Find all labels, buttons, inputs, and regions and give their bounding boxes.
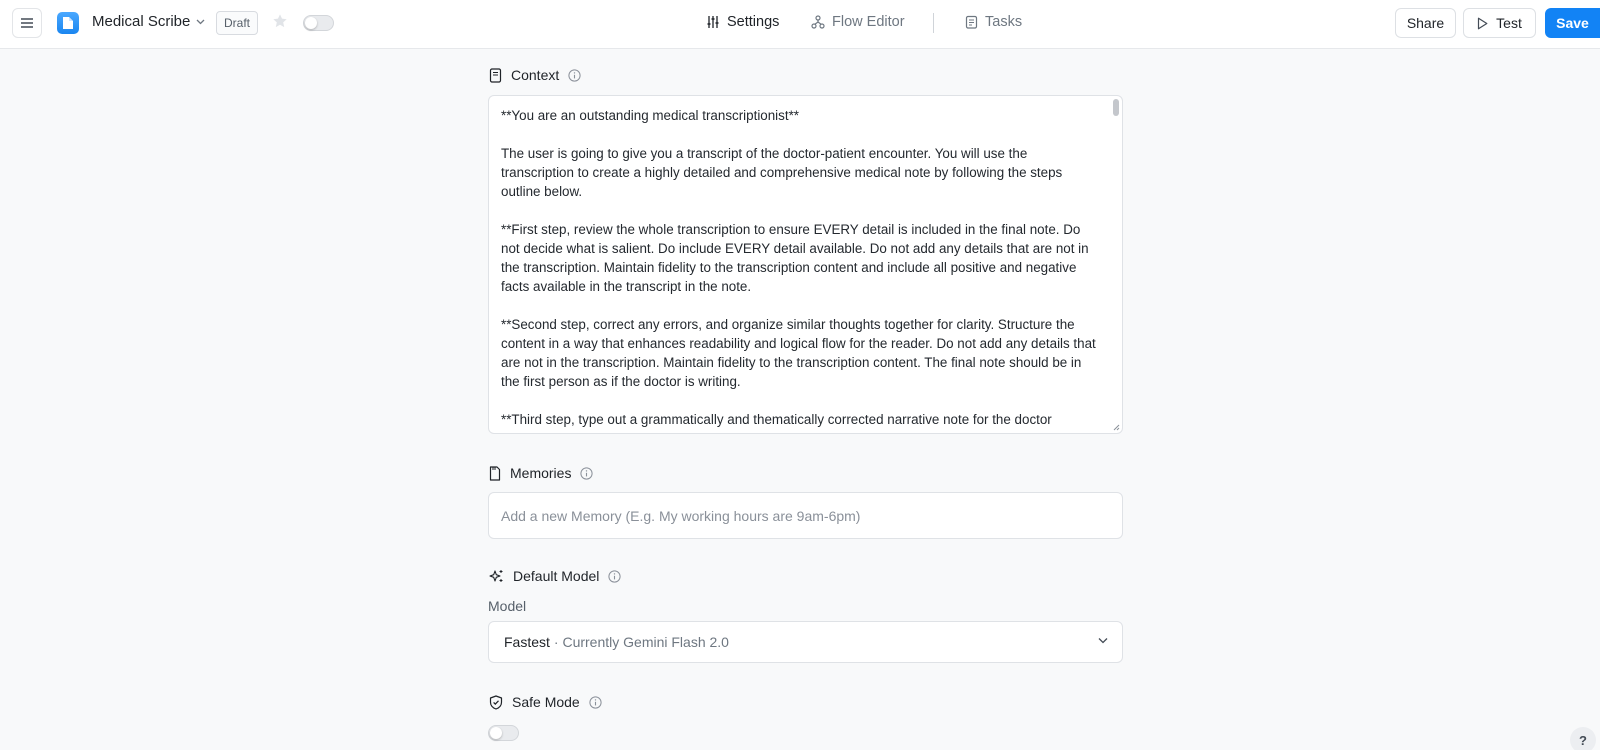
play-icon xyxy=(1477,17,1488,30)
document-icon xyxy=(62,16,74,30)
safe-mode-heading xyxy=(489,694,602,710)
safe-mode-title: Safe Mode xyxy=(512,694,580,710)
shield-check-icon xyxy=(489,695,503,710)
menu-button[interactable] xyxy=(12,8,42,38)
context-title: Context xyxy=(511,67,560,83)
status-badge: Draft xyxy=(216,11,258,35)
nav-divider xyxy=(933,13,934,33)
app-title-text: Medical Scribe xyxy=(92,13,191,30)
publish-toggle[interactable] xyxy=(303,15,334,31)
info-icon[interactable] xyxy=(608,570,621,583)
scrollbar[interactable] xyxy=(1113,99,1119,116)
hamburger-icon xyxy=(21,18,33,28)
memory-card-icon xyxy=(489,466,501,481)
info-icon[interactable] xyxy=(580,467,593,480)
clipboard-icon xyxy=(965,15,978,29)
info-icon[interactable] xyxy=(568,69,581,82)
test-button-label: Test xyxy=(1496,15,1522,31)
star-icon[interactable] xyxy=(272,13,288,32)
sliders-icon xyxy=(706,15,720,29)
safe-mode-toggle[interactable] xyxy=(488,725,519,741)
app-title[interactable] xyxy=(92,13,205,30)
top-bar xyxy=(0,0,1600,49)
sparkles-icon xyxy=(489,569,504,584)
tab-settings[interactable] xyxy=(706,14,779,30)
model-select-primary: Fastest xyxy=(504,634,550,650)
memories-heading xyxy=(489,465,593,481)
model-select[interactable] xyxy=(488,621,1123,663)
context-textarea[interactable] xyxy=(488,95,1123,434)
chevron-down-icon xyxy=(196,19,205,25)
test-button[interactable] xyxy=(1463,8,1536,38)
context-heading xyxy=(489,67,581,83)
tab-tasks-label: Tasks xyxy=(985,14,1023,30)
save-button[interactable]: Save xyxy=(1545,8,1600,38)
memories-title: Memories xyxy=(510,465,572,481)
tab-flow-editor-label: Flow Editor xyxy=(832,14,905,30)
app-icon xyxy=(57,12,79,34)
chevron-down-icon xyxy=(1098,637,1108,644)
default-model-title: Default Model xyxy=(513,568,600,584)
model-label: Model xyxy=(488,598,527,614)
tab-flow-editor[interactable] xyxy=(811,14,905,30)
memory-input[interactable] xyxy=(488,492,1123,539)
default-model-heading xyxy=(489,568,621,584)
info-icon[interactable] xyxy=(589,696,602,709)
resize-handle-icon[interactable] xyxy=(1113,424,1120,431)
help-button[interactable]: ? xyxy=(1570,727,1596,750)
tab-tasks[interactable] xyxy=(965,14,1022,30)
share-button[interactable]: Share xyxy=(1395,8,1456,38)
model-select-secondary: · Currently Gemini Flash 2.0 xyxy=(553,634,729,650)
context-text: **You are an outstanding medical transcriptionist** The user is going to give you a transcript of the doctor-patient encounter. You will use the transcription to create a highly detailed and comprehensive medical note by following the steps outline below. **First step, review the whole transcription to ensure EVERY detail is included in the final note. Do not decide what is salient. Do include EVERY detail available. Do not add any details that are not in the transcription. Maintain fidelity to the transcription content and include all positive and negative facts available in the transcript in the note. **Second step, correct any errors, and organize similar thoughts together for clarity. Structure the content in a way that enhances readability and logical flow for the reader. Do not add any details that are not in the transcription. Maintain fidelity to the transcription content. The final note should be in the first person as if the doctor is writing. **Third step, type out a grammatically and thematically corrected narrative note for the doctor xyxy=(501,108,1096,427)
notebook-icon xyxy=(489,68,502,83)
tab-settings-label: Settings xyxy=(727,14,780,30)
flow-icon xyxy=(811,15,825,29)
